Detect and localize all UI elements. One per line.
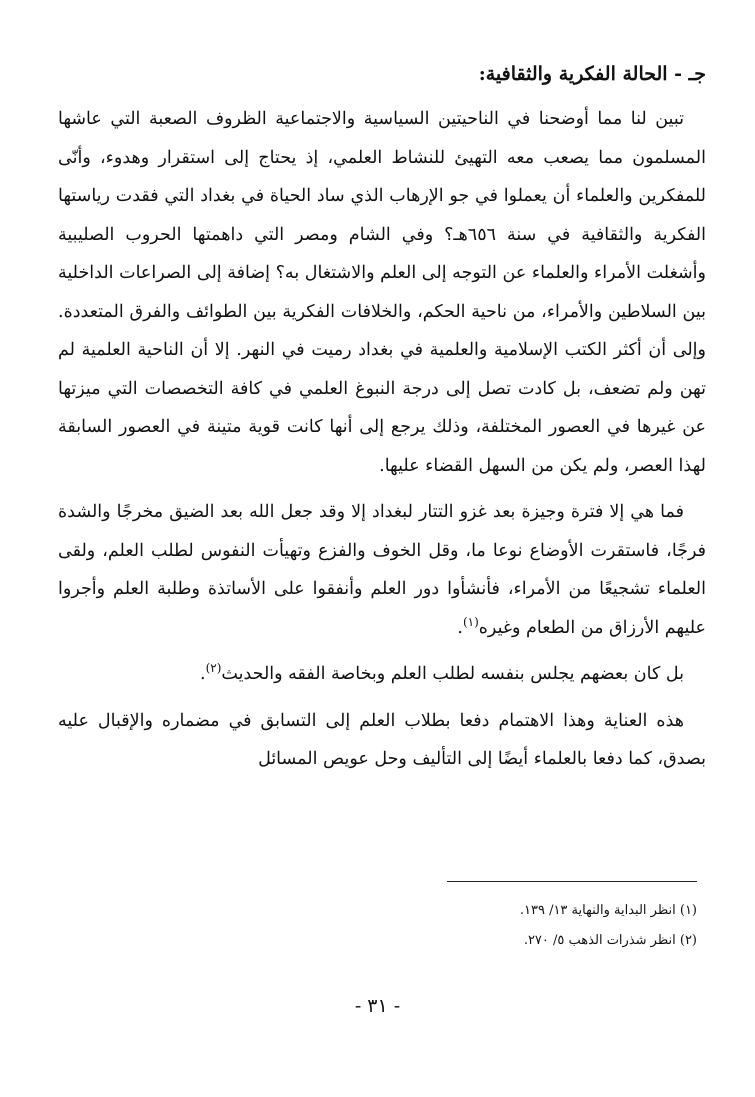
section-heading: جـ - الحالة الفكرية والثقافية: — [478, 63, 706, 85]
paragraph-2-tail: . — [457, 617, 463, 638]
page-body — [58, 58, 706, 787]
footnote-1: (١) انظر البداية والنهاية ١٣/ ١٣٩. — [519, 903, 697, 918]
footnote-2: (٢) انظر شذرات الذهب ٥/ ٢٧٠. — [523, 933, 697, 948]
footnotes — [49, 896, 697, 956]
page-number: - ٣١ - — [354, 995, 401, 1017]
paragraph-3-tail: . — [200, 664, 206, 684]
paragraph-1-text: تبين لنا مما أوضحنا في الناحيتين السياسية والاجتماعية الظروف الصعبة التي عاشها المسلمون مما يصعب معه التهيئ للنشاط العلمي، إذ يحتاج إلى استقرار وهدوء، وأنّى للمفكرين والعلماء أن يعملوا في جو الإرهاب الذي ساد الحياة في بغداد التي فقدت رياستها الفكرية والثقافية في سنة ٦٥٦هـ؟ وفي الشام ومصر التي داهمتها الحروب الصليبية وأشغلت الأمراء والعلماء عن التوجه إلى العلم والاشتغال به؟ إضافة إلى الصراعات الداخلية بين السلاطين والأمراء، من ناحية الحكم، والخلافات الفكرية بين الطوائف والفرق المتعددة. وإلى أن أكثر الكتب الإسلامية والعلمية في بغداد رميت في النهر. إلا أن الناحية العلمية لم تهن ولم تضعف، بل كادت تصل إلى درجة النبوغ العلمي في كافة التخصصات التي ميزتها عن غيرها في العصور المختلفة، وذلك يرجع إلى أنها كانت قوية متينة في العصور السابقة لهذا العصر، ولم يكن من السهل القضاء عليها. — [58, 109, 706, 476]
paragraph-1 — [58, 100, 706, 485]
paragraph-2 — [58, 493, 706, 647]
footnote-divider — [447, 881, 697, 882]
paragraph-2-text: فما هي إلا فترة وجيزة بعد غزو التتار لبغداد إلا وقد جعل الله بعد الضيق مخرجًا والشدة فرجًا، فاستقرت الأوضاع نوعا ما، وقل الخوف والفزع وتهيأت النفوس لطلب العلم، ولقى العلماء تشجيعًا من الأمراء، فأنشأوا دور العلم وأنفقوا على الأساتذة وطلبة العلم وأجروا عليهم الأرزاق من الطعام وغيره — [58, 502, 706, 638]
paragraph-3 — [58, 655, 706, 694]
paragraph-4-text: هذه العناية وهذا الاهتمام دفعا بطلاب العلم إلى التسابق في مضماره والإقبال عليه بصدق، كما دفعا بالعلماء أيضًا إلى التأليف وحل عويص المسائل — [58, 710, 706, 769]
footnote-ref-2[interactable]: (٢) — [205, 661, 222, 676]
paragraph-4 — [58, 702, 706, 779]
footnote-ref-1[interactable]: (١) — [462, 614, 479, 629]
paragraph-3-text: بل كان بعضهم يجلس بنفسه لطلب العلم وبخاصة الفقه والحديث — [221, 664, 684, 684]
